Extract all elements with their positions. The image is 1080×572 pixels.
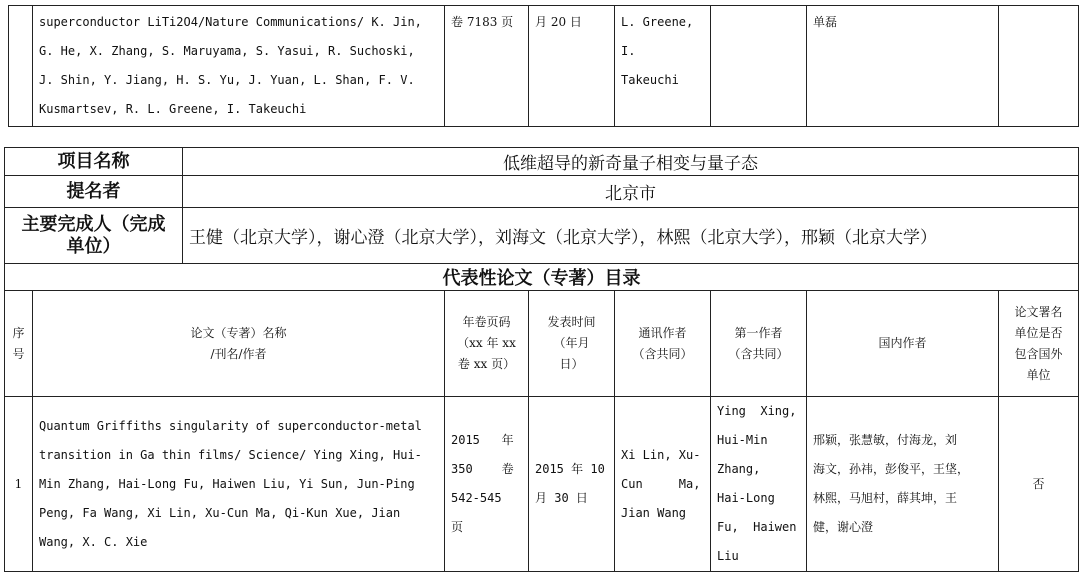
text-line: Takeuchi (621, 73, 679, 87)
label-line: 主要完成人（完成 (21, 213, 166, 235)
header-line: 国内作者 (878, 336, 927, 350)
domestic-authors-cell (807, 6, 999, 127)
text-line: transition in Ga thin films/ Science/ Ying Xing, Hui- (39, 447, 422, 462)
first-author-cell (711, 397, 807, 572)
paper-title-cell (33, 6, 445, 127)
text-line: Jian Wang (621, 505, 687, 520)
header-line: 年卷页码 (462, 315, 511, 329)
corresponding-author-cell (615, 6, 711, 127)
project-table (4, 147, 1079, 572)
text-line: Zhang, (717, 462, 761, 476)
text-line: 海文，孙祎，彭俊平，王垡， (813, 462, 970, 476)
text-line: 林熙，马旭村，薛其坤，王 (813, 491, 958, 505)
header-line: 论文署名 (1014, 304, 1063, 319)
header-line: 日） (559, 357, 584, 371)
table-row (9, 6, 1079, 127)
index-cell (9, 6, 33, 127)
col-header-title (33, 291, 445, 397)
corresponding-author-cell (615, 397, 711, 572)
text-line: 350 卷 (451, 462, 514, 476)
continued-table (8, 5, 1079, 127)
header-line: 通讯作者 (638, 325, 687, 340)
date-cell (529, 397, 615, 572)
text-line: 健，谢心澄 (813, 520, 874, 534)
project-name-value: 低维超导的新奇量子相变与量子态 (183, 148, 1079, 176)
header-line: 序 (12, 325, 25, 340)
text-line: Kusmartsev, R. L. Greene, I. Takeuchi (39, 102, 307, 116)
header-line: 卷 xx 页） (457, 357, 516, 371)
project-name-row (5, 148, 1079, 176)
header-line: 发表时间 (547, 315, 596, 329)
header-line: 单位 (1026, 367, 1051, 382)
col-header-first-author (711, 291, 807, 397)
completers-value: 王健（北京大学），谢心澄（北京大学），刘海文（北京大学），林熙（北京大学），邢颖（北京大学） (183, 208, 1079, 264)
text-line: 2015 年 10 (535, 462, 605, 476)
text-line: Liu (717, 549, 739, 563)
paper-title-cell (33, 397, 445, 572)
header-line: （含共同） (632, 346, 693, 361)
row-index: 1 (5, 397, 33, 572)
col-header-domestic (807, 291, 999, 397)
volume-page-cell (445, 6, 529, 127)
column-header-row (5, 291, 1079, 397)
header-line: （含共同） (728, 346, 789, 361)
text-line: Ying Xing, (717, 404, 797, 418)
header-line: 单位是否 (1014, 325, 1063, 340)
nominator-value: 北京市 (183, 176, 1079, 208)
text-line: 邢颖，张慧敏，付海龙，刘 (813, 433, 958, 447)
domestic-authors-cell (807, 397, 999, 572)
col-header-index (5, 291, 33, 397)
col-header-volume-page (445, 291, 529, 397)
text-line: Wang, X. C. Xie (39, 534, 148, 549)
header-line: （年月 (553, 336, 590, 350)
header-line: 论文（专著）名称 (190, 325, 287, 340)
date-cell (529, 6, 615, 127)
col-header-foreign (999, 291, 1079, 397)
project-name-label: 项目名称 (5, 148, 183, 176)
text-line: 单磊 (813, 15, 838, 29)
completers-label (5, 208, 183, 264)
first-author-cell (711, 6, 807, 127)
col-header-date (529, 291, 615, 397)
text-line: Hai-Long (717, 491, 775, 505)
header-line: /刊名/作者 (210, 346, 267, 361)
section-title-row (5, 264, 1079, 291)
nominator-label: 提名者 (5, 176, 183, 208)
header-line: （xx 年 xx (457, 336, 516, 350)
text-line: J. Shin, Y. Jiang, H. S. Yu, J. Yuan, L. Shan, F. V. (39, 73, 415, 87)
section-title: 代表性论文（专著）目录 (5, 264, 1079, 291)
foreign-unit-cell: 否 (999, 397, 1079, 572)
text-line: Xi Lin, Xu- (621, 447, 701, 462)
header-line: 号 (12, 346, 25, 361)
text-line: 月 20 日 (535, 15, 582, 29)
text-line: Hui-Min (717, 433, 768, 447)
table-row (5, 397, 1079, 572)
col-header-corresponding (615, 291, 711, 397)
text-line: 542-545 (451, 491, 502, 505)
text-line: 月 30 日 (535, 491, 588, 505)
header-line: 第一作者 (734, 325, 783, 340)
text-line: Cun Ma, (621, 476, 701, 491)
text-line: G. He, X. Zhang, S. Maruyama, S. Yasui, R. Suchoski, (39, 44, 415, 58)
text-line: 2015 年 (451, 433, 514, 447)
nominator-row (5, 176, 1079, 208)
text-line: Quantum Griffiths singularity of superconductor-metal (39, 418, 422, 433)
completers-row (5, 208, 1079, 264)
foreign-unit-cell (999, 6, 1079, 127)
text-line: Peng, Fa Wang, Xi Lin, Xu-Cun Ma, Qi-Kun Xue, Jian (39, 505, 401, 520)
text-line: Fu, Haiwen (717, 520, 797, 534)
text-line: 卷 7183 页 (451, 15, 514, 29)
text-line: I. (621, 44, 636, 58)
text-line: superconductor LiTi2O4/Nature Communications/ K. Jin, (39, 15, 422, 29)
label-line: 单位） (66, 235, 121, 257)
volume-page-cell (445, 397, 529, 572)
text-line: 页 (451, 520, 464, 534)
header-line: 包含国外 (1014, 346, 1063, 361)
text-line: L. Greene, (621, 15, 694, 29)
text-line: Min Zhang, Hai-Long Fu, Haiwen Liu, Yi Sun, Jun-Ping (39, 476, 415, 491)
